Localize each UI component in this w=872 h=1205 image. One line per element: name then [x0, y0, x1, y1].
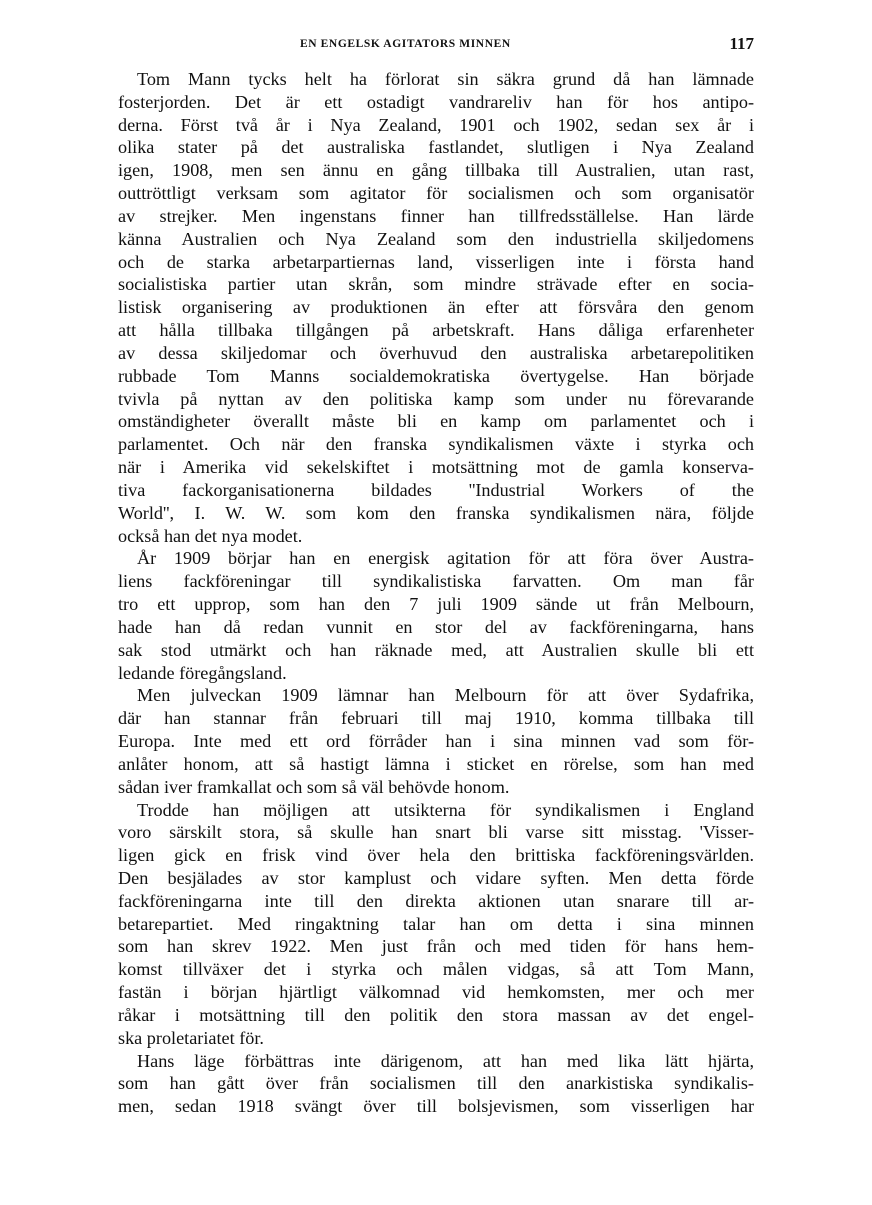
text-line: listisk organisering av produktionen än efter att försvåra den genom — [118, 297, 754, 318]
text-line: Hans läge förbättras inte därigenom, att han med lika lätt hjärta, — [137, 1050, 754, 1071]
paragraph — [118, 1050, 754, 1118]
text-line: parlamentet. Och när den franska syndikalismen växte i styrka och — [118, 434, 754, 455]
text-line: hade han då redan vunnit en stor del av fackföreningarna, hans — [118, 616, 754, 637]
text-line: som han gått över från socialismen till den anarkistiska syndikalis- — [118, 1073, 754, 1094]
text-line: där han stannar från februari till maj 1910, komma tillbaka till — [118, 708, 754, 729]
text-line: tvivla på nyttan av den politiska kamp som under nu förevarande — [118, 388, 754, 409]
text-line: tro ett upprop, som han den 7 juli 1909 sände ut från Melbourn, — [118, 594, 754, 615]
text-line: att hålla tillbaka tillgången på arbetskraft. Hans dåliga erfarenheter — [118, 320, 754, 341]
text-line: World'', I. W. W. som kom den franska syndikalismen nära, följde — [118, 502, 754, 523]
text-line: när i Amerika vid sekelskiftet i motsättning mot de gamla konserva- — [118, 457, 754, 478]
text-line: voro särskilt stora, så skulle han snart bli varse sitt misstag. 'Visser- — [118, 822, 754, 843]
text-line: Tom Mann tycks helt ha förlorat sin säkra grund då han lämnade — [137, 69, 754, 89]
text-line: År 1909 börjar han en energisk agitation för att föra över Austra- — [137, 548, 754, 569]
text-line: igen, 1908, men sen ännu en gång tillbaka till Australien, utan rast, — [118, 160, 754, 181]
body-text — [118, 68, 754, 1118]
text-line: ligen gick en frisk vind över hela den brittiska fackföreningsvärlden. — [118, 845, 754, 866]
paragraph — [118, 799, 754, 1050]
text-line: olika stater på det australiska fastlandet, slutligen i Nya Zealand — [118, 137, 754, 158]
paragraph — [118, 68, 754, 547]
text-line: sådan iver framkallat och som så väl behövde honom. — [118, 776, 510, 797]
text-line: känna Australien och Nya Zealand som den industriella skiljedomens — [118, 228, 754, 249]
text-line: fastän i början hjärtligt välkomnad vid hemkomsten, mer och mer — [118, 982, 754, 1003]
text-line: som han skrev 1922. Men just från och med tiden för hans hem- — [118, 936, 754, 957]
running-title: EN ENGELSK AGITATORS MINNEN — [300, 38, 511, 50]
text-line: outtröttligt verksam som agitator för socialismen och som organisatör — [118, 183, 754, 204]
paragraph — [118, 547, 754, 684]
text-line: ledande föregångsland. — [118, 662, 287, 683]
paragraph — [118, 684, 754, 798]
text-line: och de starka arbetarpartiernas land, visserligen inte i första hand — [118, 251, 754, 272]
text-line: Europa. Inte med ett ord förråder han i sina minnen vad som för- — [118, 731, 754, 752]
text-line: socialistiska partier utan skrån, som mindre strävade efter en socia- — [118, 274, 754, 295]
text-line: av dessa skiljedomar och överhuvud den australiska arbetarepolitiken — [118, 342, 754, 363]
text-line: råkar i motsättning till den politik den stora massan av det engel- — [118, 1004, 754, 1025]
text-line: också han det nya modet. — [118, 525, 303, 546]
text-line: tiva fackorganisationerna bildades ''Industrial Workers of the — [118, 479, 754, 500]
text-line: av strejker. Men ingenstans finner han tillfredsställelse. Han lärde — [118, 205, 754, 226]
page-number: 117 — [729, 34, 754, 53]
text-line: fosterjorden. Det är ett ostadigt vandrareliv han för hos antipo- — [118, 91, 754, 112]
text-line: liens fackföreningar till syndikalistiska farvatten. Om man får — [118, 571, 754, 592]
text-line: omständigheter överallt måste bli en kamp om parlamentet och i — [118, 411, 754, 432]
text-line: men, sedan 1918 svängt över till bolsjevismen, som visserligen har — [118, 1096, 754, 1117]
text-line: komst tillväxer det i styrka och målen vidgas, så att Tom Mann, — [118, 959, 754, 980]
text-line: anlåter honom, att så hastigt lämna i sticket en rörelse, som han med — [118, 753, 754, 774]
running-head — [118, 34, 754, 58]
text-line: derna. Först två år i Nya Zealand, 1901 och 1902, sedan sex år i — [118, 114, 754, 135]
text-line: fackföreningarna inte till den direkta aktionen utan snarare till ar- — [118, 890, 754, 911]
text-line: sak stod utmärkt och han räknade med, att Australien skulle bli ett — [118, 639, 754, 660]
text-line: rubbade Tom Manns socialdemokratiska övertygelse. Han började — [118, 365, 754, 386]
text-line: betarepartiet. Med ringaktning talar han om detta i sina minnen — [118, 913, 754, 934]
text-line: ska proletariatet för. — [118, 1027, 264, 1048]
text-line: Men julveckan 1909 lämnar han Melbourn för att över Sydafrika, — [137, 685, 754, 706]
text-line: Trodde han möjligen att utsikterna för syndikalismen i England — [137, 799, 754, 820]
text-line: Den besjälades av stor kamplust och vidare syften. Men detta förde — [118, 867, 754, 888]
